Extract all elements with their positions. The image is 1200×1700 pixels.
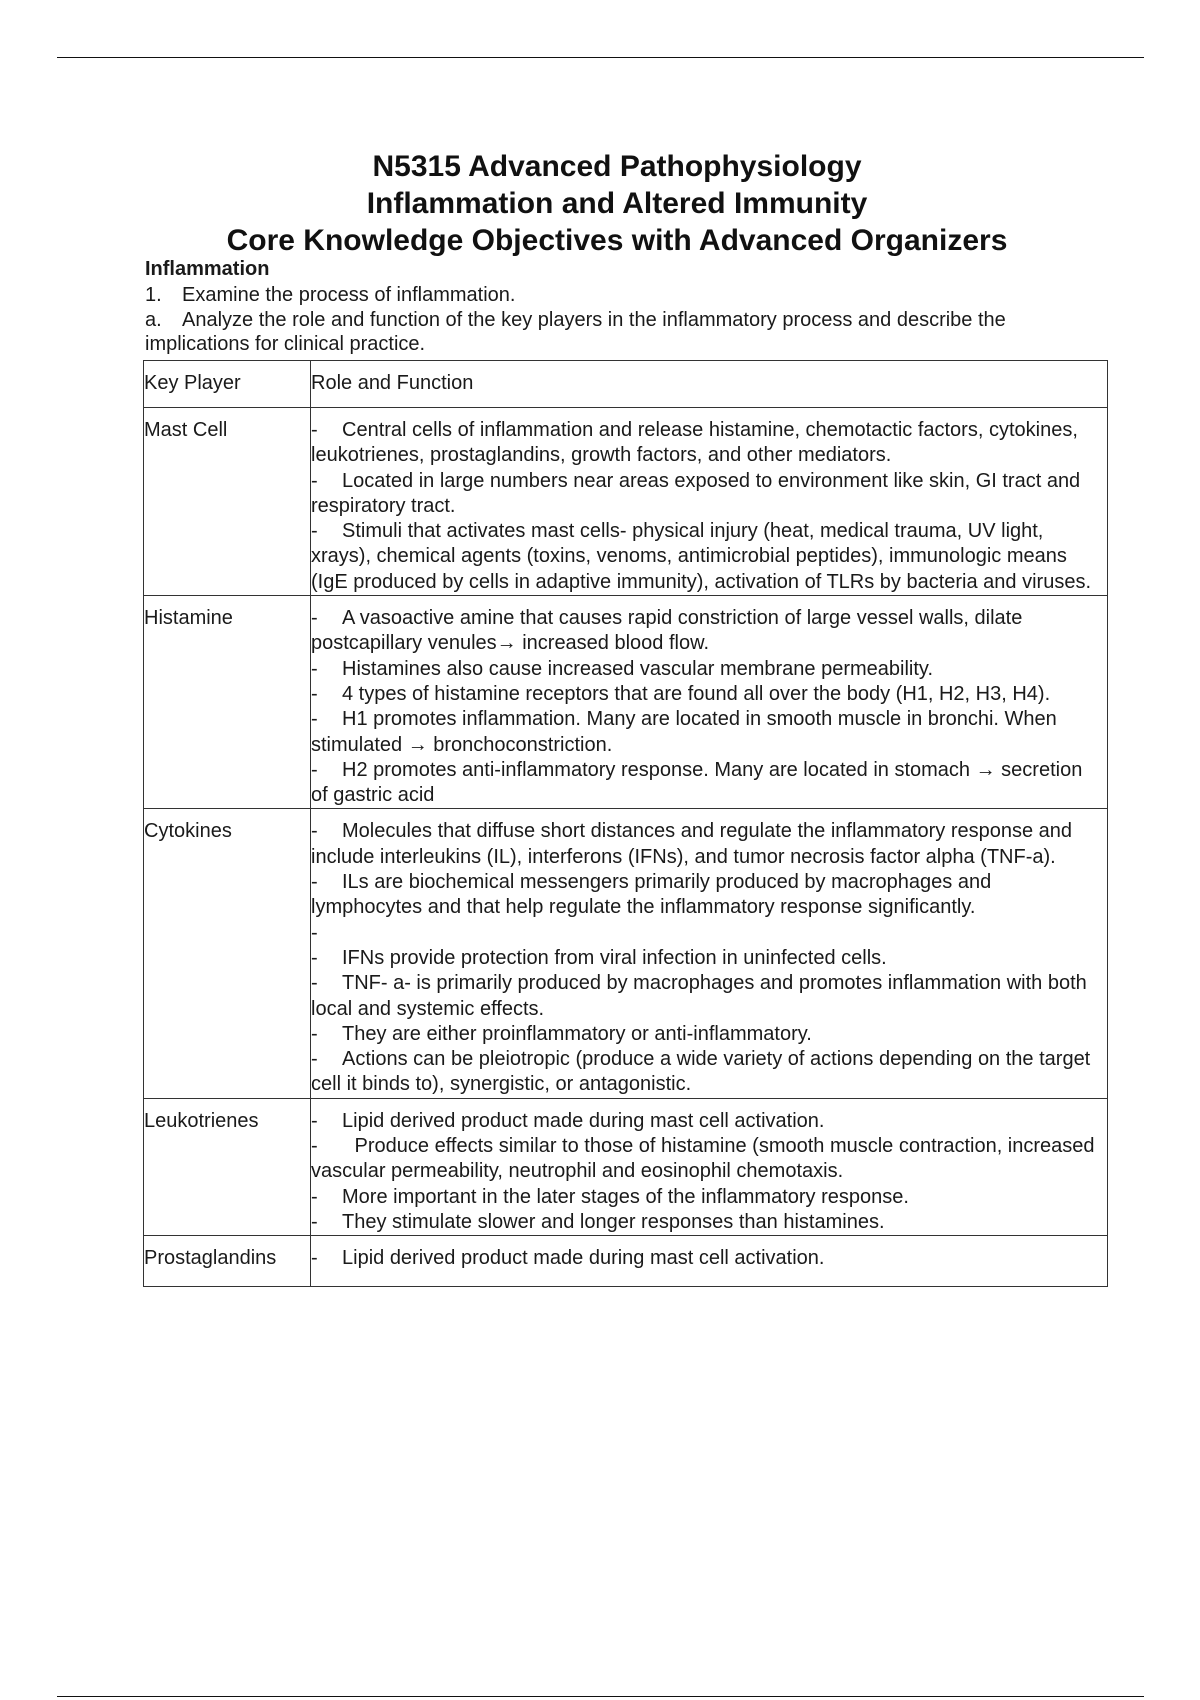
key-player-cell: Mast Cell	[144, 408, 311, 596]
document-title-block	[0, 148, 1200, 259]
role-bullet	[311, 819, 1099, 870]
table-row	[144, 596, 1108, 809]
bullet-dash-icon: -	[311, 758, 318, 781]
bullet-dash-icon: -	[311, 682, 318, 705]
role-bullet	[311, 1022, 1099, 1047]
table-header-row	[144, 361, 1108, 408]
objective-marker: 1.	[145, 284, 162, 306]
bottom-rule	[57, 1696, 1144, 1697]
bullet-dash-icon: -	[311, 871, 318, 894]
bullet-text: H1 promotes inflammation. Many are located in smooth muscle in bronchi. When stimulated → bronchoconstriction.	[311, 708, 1057, 756]
bullet-dash-icon: -	[311, 1022, 318, 1045]
bullet-dash-icon: -	[311, 1048, 318, 1071]
role-function-cell	[311, 408, 1108, 596]
table-row	[144, 1098, 1108, 1235]
bullet-dash-icon: -	[311, 921, 318, 944]
bullet-dash-icon: -	[311, 1210, 318, 1233]
bullet-dash-icon: -	[311, 972, 318, 995]
bullet-dash-icon: -	[311, 1247, 318, 1270]
bullet-dash-icon: -	[311, 946, 318, 969]
role-bullet	[311, 418, 1099, 469]
key-player-cell: Histamine	[144, 596, 311, 809]
bullet-text: H2 promotes anti-inflammatory response. Many are located in stomach → secretion of gastric acid	[311, 758, 1083, 807]
bullet-text: A vasoactive amine that causes rapid constriction of large vessel walls, dilate postcapillary venules→ increased blood flow.	[311, 607, 1023, 655]
role-bullet	[311, 707, 1099, 758]
role-bullet	[311, 971, 1099, 1022]
role-bullet	[311, 1210, 1099, 1235]
role-function-cell	[311, 809, 1108, 1098]
section-heading: Inflammation	[145, 258, 270, 280]
column-header-role-function: Role and Function	[311, 361, 1108, 408]
bullet-text: ILs are biochemical messengers primarily produced by macrophages and lymphocytes and that help regulate the inflammatory response significantly.	[311, 871, 992, 919]
bullet-dash-icon: -	[311, 520, 318, 543]
bullet-text: Located in large numbers near areas exposed to environment like skin, GI tract and respiratory tract.	[311, 469, 1081, 517]
bullet-dash-icon: -	[311, 1185, 318, 1208]
bullet-dash-icon: -	[311, 1109, 318, 1132]
role-bullet	[311, 519, 1099, 595]
role-function-cell	[311, 596, 1108, 809]
objective-text: Examine the process of inflammation.	[182, 284, 516, 306]
table-row	[144, 408, 1108, 596]
bullet-text: IFNs provide protection from viral infection in uninfected cells.	[342, 946, 887, 969]
role-bullet	[311, 1185, 1099, 1210]
bullet-text	[342, 922, 348, 944]
bullet-text: They are either proinflammatory or anti-inflammatory.	[342, 1022, 812, 1045]
role-bullet	[311, 1134, 1099, 1185]
key-player-cell: Prostaglandins	[144, 1236, 311, 1287]
table-row	[144, 1236, 1108, 1287]
role-bullet	[311, 657, 1099, 682]
bullet-text: Lipid derived product made during mast cell activation.	[342, 1109, 825, 1132]
bullet-dash-icon: -	[311, 469, 318, 492]
bullet-text: Molecules that diffuse short distances and regulate the inflammatory response and include interleukins (IL), interferons (IFNs), and tumor necrosis factor alpha (TNF-a).	[311, 820, 1073, 868]
role-function-cell	[311, 1236, 1108, 1287]
sub-objective-marker: a.	[145, 309, 162, 331]
bullet-dash-icon: -	[311, 1135, 318, 1158]
sub-objective-a	[145, 308, 1105, 356]
bullet-text: Lipid derived product made during mast cell activation.	[342, 1247, 825, 1270]
bullet-dash-icon: -	[311, 820, 318, 843]
role-function-cell	[311, 1098, 1108, 1235]
document-title-course: N5315 Advanced Pathophysiology	[372, 150, 862, 183]
bullet-text: Histamines also cause increased vascular membrane permeability.	[342, 657, 933, 680]
role-bullet	[311, 1047, 1099, 1098]
table-row	[144, 809, 1108, 1098]
role-bullet	[311, 758, 1099, 809]
key-player-cell: Leukotrienes	[144, 1098, 311, 1235]
top-rule	[57, 57, 1144, 58]
role-bullet	[311, 921, 1099, 946]
key-players-table	[143, 360, 1108, 1287]
role-bullet	[311, 1109, 1099, 1134]
bullet-text: Actions can be pleiotropic (produce a wide variety of actions depending on the target cell it binds to), synergistic, or antagonistic.	[311, 1048, 1091, 1096]
role-bullet	[311, 682, 1099, 707]
document-title-subtitle: Core Knowledge Objectives with Advanced Organizers	[226, 224, 1008, 257]
bullet-dash-icon: -	[311, 419, 318, 441]
bullet-text: Stimuli that activates mast cells- physical injury (heat, medical trauma, UV light, xrays), chemical agents (toxins, venoms, antimicrobial peptides), immunologic means (IgE produced by cells in adaptive immunity), activation of TLRs by bacteria and viruses.	[311, 520, 1091, 593]
sub-objective-text: Analyze the role and function of the key players in the inflammatory process and describe the implications for clinical practice.	[145, 309, 1006, 355]
objectives-section	[145, 257, 1105, 361]
role-bullet	[311, 1246, 1099, 1271]
document-title-topic: Inflammation and Altered Immunity	[366, 187, 868, 220]
bullet-text: They stimulate slower and longer responses than histamines.	[342, 1210, 885, 1233]
bullet-text: More important in the later stages of the inflammatory response.	[342, 1185, 909, 1208]
role-bullet	[311, 946, 1099, 971]
objective-1	[145, 282, 1105, 308]
bullet-text: Central cells of inflammation and release histamine, chemotactic factors, cytokines, leukotrienes, prostaglandins, growth factors, and other mediators.	[311, 419, 1078, 467]
bullet-dash-icon: -	[311, 607, 318, 630]
role-bullet	[311, 606, 1099, 657]
role-bullet	[311, 469, 1099, 520]
bullet-text: TNF- a- is primarily produced by macrophages and promotes inflammation with both local and systemic effects.	[311, 972, 1087, 1020]
role-bullet	[311, 870, 1099, 921]
bullet-dash-icon: -	[311, 708, 318, 731]
bullet-text: Produce effects similar to those of histamine (smooth muscle contraction, increased vascular permeability, neutrophil and eosinophil chemotaxis.	[311, 1135, 1095, 1183]
column-header-key-player: Key Player	[144, 361, 311, 408]
bullet-text: 4 types of histamine receptors that are found all over the body (H1, H2, H3, H4).	[342, 682, 1051, 705]
key-player-cell: Cytokines	[144, 809, 311, 1098]
bullet-dash-icon: -	[311, 657, 318, 680]
